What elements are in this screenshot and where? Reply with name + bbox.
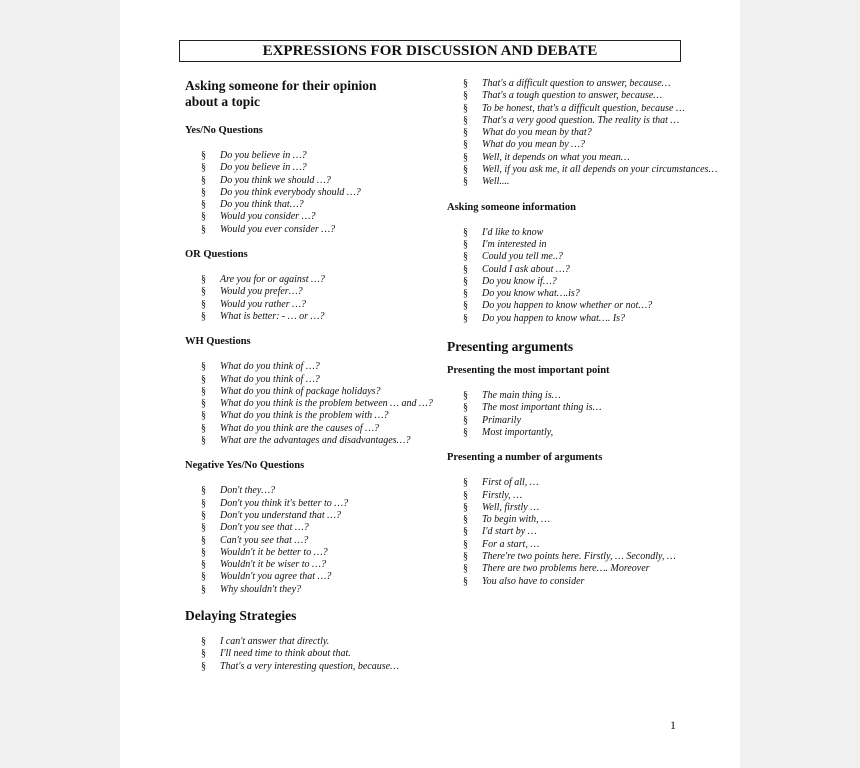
list-item-text: Most importantly,	[482, 426, 554, 438]
list-item-text: What do you think of …?	[220, 373, 320, 385]
section-bullet-icon: §	[463, 90, 468, 102]
section-bullet-icon: §	[201, 522, 206, 534]
list-item-text: You also have to consider	[482, 575, 585, 587]
list-item-text: Could you tell me..?	[482, 251, 563, 263]
list-item-text: Well, if you ask me, it all depends on your circumstances…	[482, 164, 718, 176]
section-bullet-icon: §	[463, 551, 468, 563]
list-item	[185, 661, 435, 673]
negative-list	[185, 485, 435, 596]
section-bullet-icon: §	[201, 660, 206, 672]
section-bullet-icon: §	[201, 385, 206, 397]
list-item	[185, 311, 435, 323]
negative-heading: Negative Yes/No Questions	[185, 460, 305, 472]
list-item	[447, 514, 727, 526]
list-item	[447, 251, 727, 263]
document-title: EXPRESSIONS FOR DISCUSSION AND DEBATE	[179, 40, 681, 62]
list-item	[447, 576, 727, 588]
list-item-text: That's a very interesting question, because…	[220, 660, 399, 672]
list-item	[447, 139, 727, 151]
list-item	[447, 164, 727, 176]
wh-list	[185, 361, 435, 447]
section-bullet-icon: §	[201, 199, 206, 211]
list-item-text: Do you think everybody should …?	[220, 186, 361, 198]
number-list	[447, 477, 727, 588]
list-item-text: What do you think is the problem between … and …?	[220, 398, 433, 410]
list-item	[447, 427, 727, 439]
list-item-text: For a start, …	[482, 538, 540, 550]
list-item	[185, 510, 435, 522]
list-item-text: Would you prefer…?	[220, 286, 303, 298]
list-item	[185, 386, 435, 398]
section-bullet-icon: §	[201, 223, 206, 235]
list-item-text: Do you think we should …?	[220, 174, 331, 186]
list-item	[447, 227, 727, 239]
wh-heading: WH Questions	[185, 336, 251, 348]
list-item-text: Why shouldn't they?	[220, 583, 302, 595]
section-bullet-icon: §	[463, 102, 468, 114]
section-bullet-icon: §	[463, 526, 468, 538]
section-bullet-icon: §	[463, 514, 468, 526]
section-bullet-icon: §	[201, 485, 206, 497]
list-item	[185, 361, 435, 373]
document-page	[120, 0, 740, 768]
list-item	[447, 502, 727, 514]
section-bullet-icon: §	[201, 534, 206, 546]
section-bullet-icon: §	[463, 114, 468, 126]
list-item	[185, 398, 435, 410]
list-item	[447, 300, 727, 312]
section-bullet-icon: §	[201, 211, 206, 223]
list-item-text: Primarily	[482, 414, 521, 426]
left-column	[185, 78, 435, 673]
list-item-text: I can't answer that directly.	[220, 636, 330, 648]
list-item	[447, 176, 727, 188]
list-item-text: Firstly, …	[482, 489, 523, 501]
delaying-list	[185, 636, 435, 673]
list-item	[447, 90, 727, 102]
info-heading: Asking someone information	[447, 201, 576, 213]
section-bullet-icon: §	[463, 390, 468, 402]
presenting-heading: Presenting arguments	[447, 339, 574, 355]
list-item	[185, 299, 435, 311]
section-bullet-icon: §	[463, 263, 468, 275]
list-item	[185, 286, 435, 298]
list-item	[447, 313, 727, 325]
list-item-text: What is better: - … or …?	[220, 310, 325, 322]
important-heading: Presenting the most important point	[447, 365, 610, 377]
list-item	[447, 264, 727, 276]
list-item	[185, 498, 435, 510]
list-item	[185, 636, 435, 648]
section-bullet-icon: §	[201, 274, 206, 286]
section-bullet-icon: §	[463, 426, 468, 438]
section-bullet-icon: §	[463, 477, 468, 489]
delaying-continued-list	[447, 78, 727, 189]
list-item-text: What do you think of …?	[220, 361, 320, 373]
section-bullet-icon: §	[201, 186, 206, 198]
list-item	[185, 535, 435, 547]
section-bullet-icon: §	[201, 162, 206, 174]
list-item-text: Don't you understand that …?	[220, 509, 342, 521]
list-item-text: What do you mean by …?	[482, 139, 586, 151]
section-bullet-icon: §	[201, 509, 206, 521]
list-item-text: Would you consider …?	[220, 211, 316, 223]
list-item-text: Are you for or against …?	[220, 274, 325, 286]
section-bullet-icon: §	[463, 414, 468, 426]
section-bullet-icon: §	[201, 648, 206, 660]
section-bullet-icon: §	[463, 288, 468, 300]
list-item-text: To begin with, …	[482, 514, 550, 526]
list-item-text: Do you happen to know whether or not…?	[482, 300, 653, 312]
section-bullet-icon: §	[201, 310, 206, 322]
page-number: 1	[670, 718, 676, 732]
list-item-text: I'm interested in	[482, 238, 547, 250]
section-bullet-icon: §	[463, 563, 468, 575]
list-item-text: First of all, …	[482, 477, 539, 489]
section-bullet-icon: §	[463, 501, 468, 513]
list-item-text: Don't you think it's better to …?	[220, 497, 349, 509]
list-item	[185, 648, 435, 660]
list-item-text: What do you think of package holidays?	[220, 385, 381, 397]
section-bullet-icon: §	[463, 489, 468, 501]
list-item-text: Wouldn't you agree that …?	[220, 571, 332, 583]
list-item	[185, 435, 435, 447]
list-item-text: Do you know if…?	[482, 275, 557, 287]
list-item	[447, 115, 727, 127]
list-item	[185, 162, 435, 174]
delaying-heading: Delaying Strategies	[185, 608, 297, 624]
section-bullet-icon: §	[201, 422, 206, 434]
list-item	[447, 526, 727, 538]
yesno-list	[185, 150, 435, 236]
list-item	[185, 410, 435, 422]
list-item	[447, 239, 727, 251]
section-bullet-icon: §	[201, 298, 206, 310]
section-bullet-icon: §	[201, 546, 206, 558]
list-item-text: I'd like to know	[482, 226, 544, 238]
section-bullet-icon: §	[201, 435, 206, 447]
list-item-text: The main thing is…	[482, 390, 561, 402]
list-item	[185, 211, 435, 223]
yesno-heading: Yes/No Questions	[185, 125, 263, 136]
list-item-text: What do you think is the problem with …?	[220, 410, 389, 422]
section-bullet-icon: §	[463, 139, 468, 151]
list-item	[447, 551, 727, 563]
list-item	[185, 187, 435, 199]
list-item	[447, 415, 727, 427]
section-bullet-icon: §	[463, 151, 468, 163]
list-item-text: What are the advantages and disadvantages…?	[220, 435, 411, 447]
list-item-text: Do you know what….is?	[482, 288, 580, 300]
list-item	[447, 477, 727, 489]
section-bullet-icon: §	[463, 312, 468, 324]
list-item-text: To be honest, that's a difficult question, because …	[482, 102, 685, 114]
list-item-text: Well, firstly …	[482, 501, 540, 513]
section-bullet-icon: §	[463, 251, 468, 263]
list-item	[185, 571, 435, 583]
list-item	[185, 175, 435, 187]
section-bullet-icon: §	[201, 398, 206, 410]
list-item	[185, 199, 435, 211]
list-item	[447, 288, 727, 300]
section-bullet-icon: §	[463, 575, 468, 587]
list-item-text: Can't you see that …?	[220, 534, 309, 546]
list-item-text: There are two problems here…. Moreover	[482, 563, 650, 575]
list-item	[185, 374, 435, 386]
list-item	[447, 539, 727, 551]
section-bullet-icon: §	[463, 300, 468, 312]
important-list	[447, 390, 727, 439]
list-item-text: That's a tough question to answer, because…	[482, 90, 663, 102]
section-bullet-icon: §	[201, 174, 206, 186]
or-heading: OR Questions	[185, 249, 248, 261]
list-item-text: Don't you see that …?	[220, 522, 309, 534]
list-item-text: Wouldn't it be better to …?	[220, 546, 328, 558]
section-bullet-icon: §	[201, 497, 206, 509]
list-item-text: Do you think that…?	[220, 199, 304, 211]
list-item-text: What do you think are the causes of …?	[220, 422, 380, 434]
list-item	[447, 390, 727, 402]
list-item-text: That's a difficult question to answer, because…	[482, 78, 671, 89]
section-bullet-icon: §	[201, 559, 206, 571]
list-item	[447, 127, 727, 139]
section-bullet-icon: §	[201, 410, 206, 422]
section-bullet-icon: §	[463, 127, 468, 139]
list-item-text: Well, it depends on what you mean…	[482, 151, 630, 163]
list-item-text: The most important thing is…	[482, 402, 602, 414]
list-item-text: Wouldn't it be wiser to …?	[220, 559, 326, 571]
section-bullet-icon: §	[463, 538, 468, 550]
list-item	[447, 103, 727, 115]
section-bullet-icon: §	[201, 636, 206, 648]
section-bullet-icon: §	[463, 275, 468, 287]
list-item	[185, 559, 435, 571]
section-bullet-icon: §	[201, 150, 206, 161]
section-bullet-icon: §	[463, 238, 468, 250]
list-item-text: Could I ask about …?	[482, 263, 570, 275]
list-item	[185, 150, 435, 162]
list-item	[185, 485, 435, 497]
section-bullet-icon: §	[201, 373, 206, 385]
list-item	[447, 276, 727, 288]
info-list	[447, 227, 727, 325]
list-item	[447, 563, 727, 575]
list-item-text: Don't they…?	[220, 485, 276, 497]
list-item-text: Do you believe in …?	[220, 150, 307, 161]
number-heading: Presenting a number of arguments	[447, 452, 603, 464]
list-item	[447, 78, 727, 90]
list-item-text: That's a very good question. The reality is that …	[482, 114, 680, 126]
list-item	[185, 274, 435, 286]
section-bullet-icon: §	[463, 402, 468, 414]
list-item-text: Do you believe in …?	[220, 162, 307, 174]
list-item-text: There're two points here. Firstly, … Secondly, …	[482, 551, 676, 563]
list-item-text: Do you happen to know what…. Is?	[482, 312, 626, 324]
section-bullet-icon: §	[201, 361, 206, 373]
list-item-text: What do you mean by that?	[482, 127, 592, 139]
or-list	[185, 274, 435, 323]
list-item-text: Would you rather …?	[220, 298, 307, 310]
list-item-text: I'll need time to think about that.	[220, 648, 351, 660]
section-bullet-icon: §	[201, 571, 206, 583]
section-bullet-icon: §	[463, 164, 468, 176]
section-bullet-icon: §	[201, 583, 206, 595]
list-item	[185, 547, 435, 559]
section-bullet-icon: §	[463, 78, 468, 89]
section-bullet-icon: §	[463, 226, 468, 238]
list-item	[185, 522, 435, 534]
opinion-heading: Asking someone for their opinion about a topic	[185, 78, 377, 109]
list-item-text: Would you ever consider …?	[220, 223, 336, 235]
list-item	[447, 152, 727, 164]
list-item	[185, 224, 435, 236]
section-bullet-icon: §	[201, 286, 206, 298]
list-item	[447, 402, 727, 414]
right-column	[447, 78, 727, 588]
list-item-text: I'd start by …	[482, 526, 537, 538]
list-item-text: Well....	[482, 176, 510, 188]
section-bullet-icon: §	[463, 176, 468, 188]
list-item	[185, 423, 435, 435]
list-item	[185, 584, 435, 596]
list-item	[447, 490, 727, 502]
